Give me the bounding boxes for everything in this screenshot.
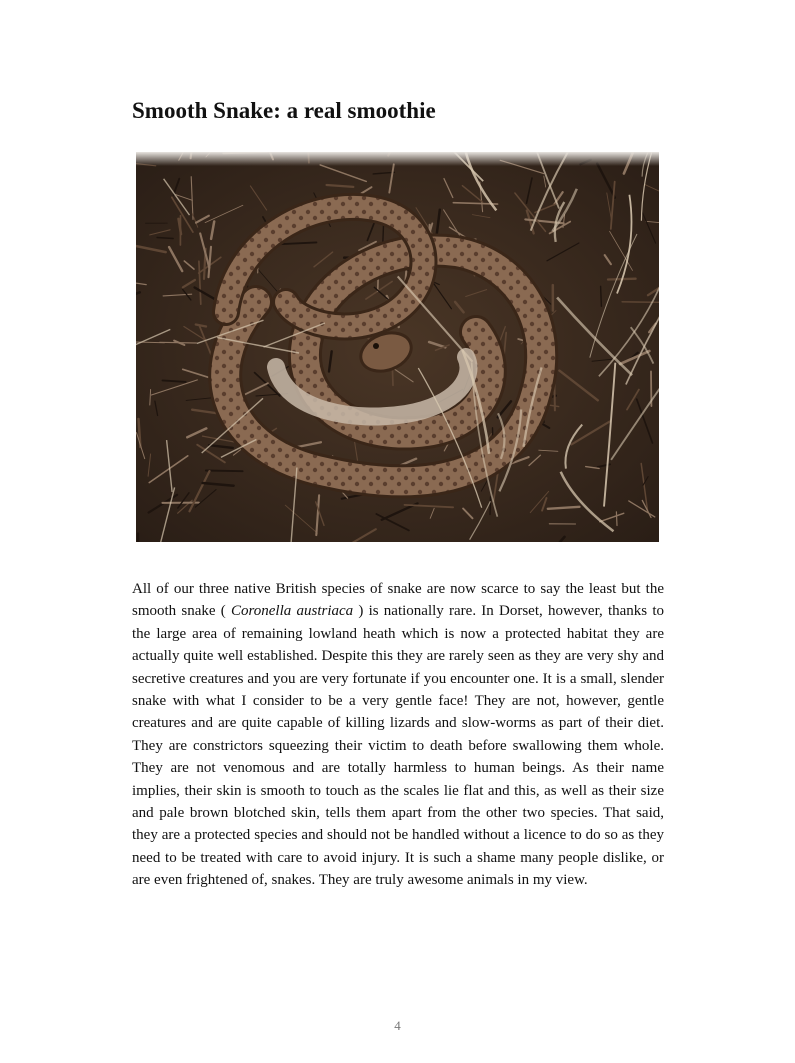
twig xyxy=(157,238,173,239)
twig xyxy=(622,302,659,303)
snake-photo-image xyxy=(136,152,659,542)
twig xyxy=(206,471,243,472)
body-paragraph xyxy=(132,578,664,892)
page-number: 4 xyxy=(394,1018,401,1033)
twig xyxy=(393,371,394,386)
twig xyxy=(160,342,197,343)
twig xyxy=(601,286,602,306)
body-text-after: ) is nationally rare. In Dorset, however, thanks to the large area of remaining lowland heath which is now a protected habitat they are actually quite well established. Despite this they are rarely seen as they are very shy and secretive creatures and you are very fortunate if you encounter one. It is a small, slender snake with what I consider to be a very gentle face! They are not, however, gentle creatures and are quite capable of killing lizards and slow-worms as part of their diet. They are constrictors squeezing their victim to death before swallowing them whole. They are not venomous and are totally harmless to human beings. As their name implies, their skin is smooth to touch as the scales lie flat and this, as well as their size and pale brown blotched skin, tells them apart from the other two species. That said, they are a protected species and should not be handled without a licence to do so as they need to be treated with care to avoid injury. It is such a shame many people dislike, or are even frightened of, snakes. They are truly awesome animals in my view. xyxy=(132,603,665,889)
species-name: Coronella austriaca xyxy=(230,603,354,620)
snake-photo xyxy=(136,152,659,542)
page-title: Smooth Snake: a real smoothie xyxy=(132,98,436,123)
twig xyxy=(616,512,617,526)
body-text-before: All of our three native British species of snake are now scarce to say the least but the smooth snake ( xyxy=(132,581,664,620)
twig xyxy=(490,497,491,514)
